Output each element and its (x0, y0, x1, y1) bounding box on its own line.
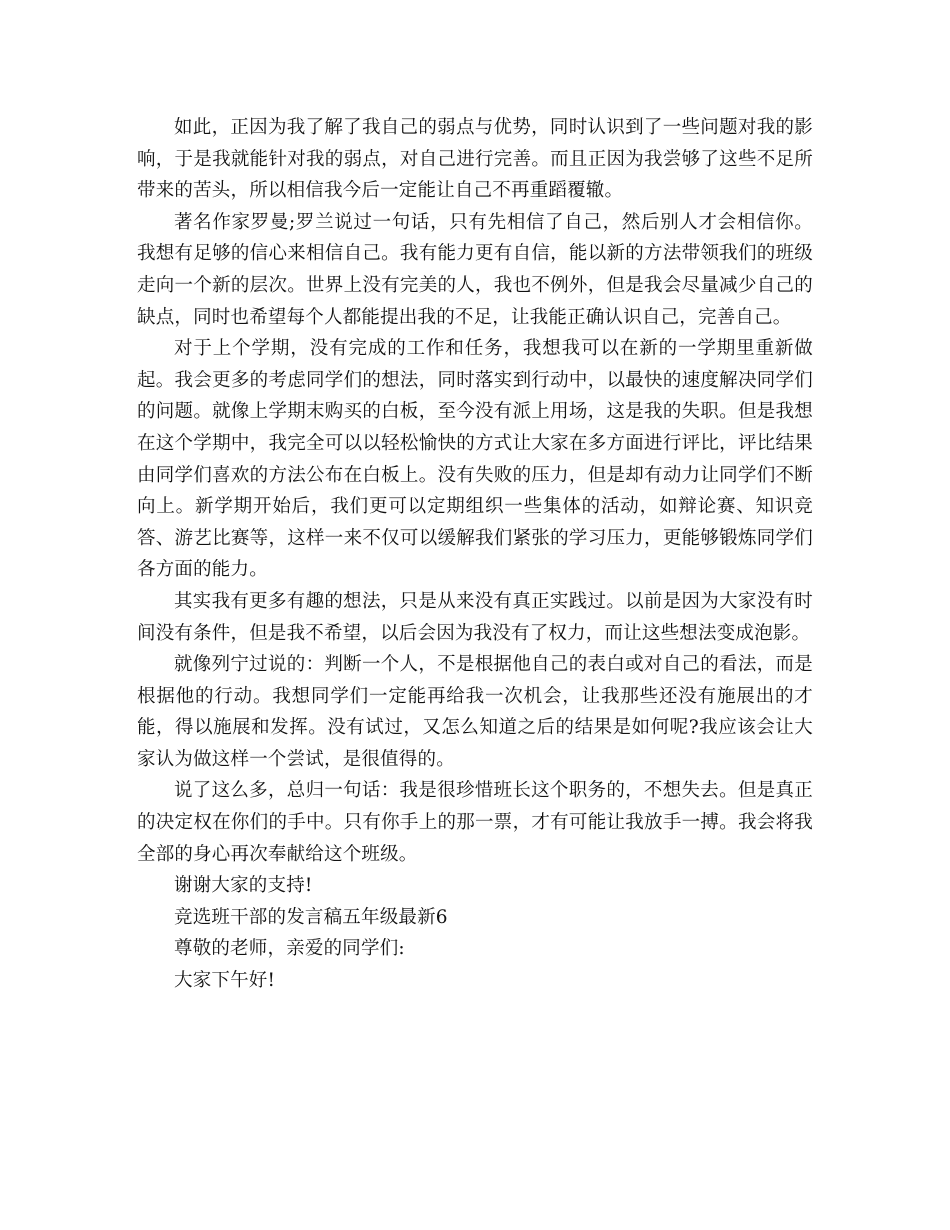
paragraph: 就像列宁过说的：判断一个人，不是根据他自己的表白或对自己的看法，而是根据他的行动。我想同学们一定能再给我一次机会，让我那些还没有施展出的才能，得以施展和发挥。没有试过，又怎么知道之后的结果是如何呢?我应该会让大家认为做这样一个尝试，是很值得的。 (137, 654, 813, 770)
paragraph: 著名作家罗曼;罗兰说过一句话，只有先相信了自己，然后别人才会相信你。我想有足够的信心来相信自己。我有能力更有自信，能以新的方法带领我们的班级走向一个新的层次。世界上没有完美的人，我也不例外，但是我会尽量减少自己的缺点，同时也希望每个人都能提出我的不足，让我能正确认识自己，完善自己。 (137, 211, 813, 328)
salutation: 尊敬的老师，亲爱的同学们: (174, 938, 405, 960)
paragraph: 说了这么多，总归一句话：我是很珍惜班长这个职务的，不想失去。但是真正的决定权在你们的手中。只有你手上的那一票，才有可能让我放手一搏。我会将我全部的身心再次奉献给这个班级。 (137, 780, 813, 865)
paragraph: 对于上个学期，没有完成的工作和任务，我想我可以在新的一学期里重新做起。我会更多的考虑同学们的想法，同时落实到行动中，以最快的速度解决同学们的问题。就像上学期末购买的白板，至今没有派上用场，这是我的失职。但是我想在这个学期中，我完全可以以轻松愉快的方式让大家在多方面进行评比，评比结果由同学们喜欢的方法公布在白板上。没有失败的压力，但是却有动力让同学们不断向上。新学期开始后，我们更可以定期组织一些集体的活动，如辩论赛、知识竞答、游艺比赛等，这样一来不仅可以缓解我们紧张的学习压力，更能够锻炼同学们各方面的能力。 (137, 338, 813, 581)
paragraph: 其实我有更多有趣的想法，只是从来没有真正实践过。以前是因为大家没有时间没有条件，但是我不希望，以后会因为我没有了权力，而让这些想法变成泡影。 (137, 590, 813, 644)
document-body (137, 112, 813, 997)
greeting: 大家下午好! (174, 970, 276, 992)
section-title: 竞选班干部的发言稿五年级最新6 (174, 906, 448, 928)
closing-line: 谢谢大家的支持! (174, 875, 313, 897)
paragraph: 如此，正因为我了解了我自己的弱点与优势，同时认识到了一些问题对我的影响，于是我就能针对我的弱点，对自己进行完善。而且正因为我尝够了这些不足所带来的苦头，所以相信我今后一定能让自己不再重蹈覆辙。 (137, 117, 813, 202)
